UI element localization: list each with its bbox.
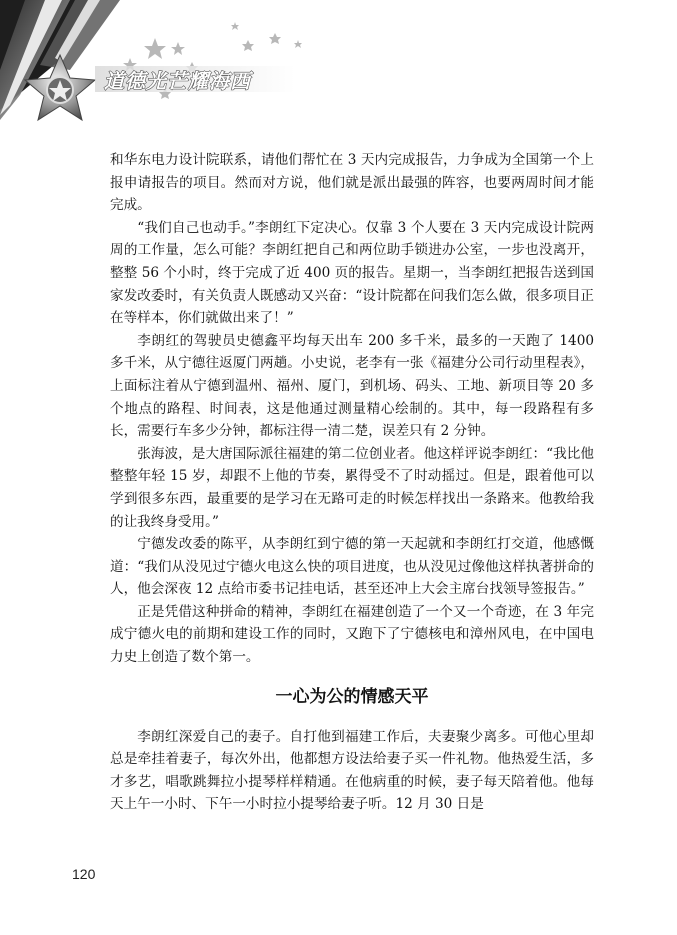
article-body	[110, 149, 594, 816]
section-heading: 一心为公的情感天平	[275, 686, 429, 707]
page-number: 120	[72, 866, 96, 882]
paragraph-2: “我们自己也动手。”李朗红下定决心。仅靠 3 个人要在 3 天内完成设计院两周的工作量，怎么可能？李朗红把自己和两位助手锁进办公室，一步也没离开，整整 56 个小时，终于完成了近 400 页的报告。星期一，当李朗红把报告送到国家发改委时，有关负责人既感动又兴奋：“设计院都在问我们怎么做，很多项目正在等样本，你们就做出来了！”	[110, 219, 594, 327]
paragraph-3: 李朗红的驾驶员史德鑫平均每天出车 200 多千米，最多的一天跑了 1400 多千米，从宁德往返厦门两趟。小史说，老李有一张《福建分公司行动里程表》，上面标注着从宁德到温州、福州、厦门，到机场、码头、工地、新项目等 20 多个地点的路程、时间表，这是他通过测量精心绘制的。其中，每一段路程有多长，需要行车多少分钟，都标注得一清二楚，误差只有 2 分钟。	[110, 332, 594, 440]
paragraph-7: 李朗红深爱自己的妻子。自打他到福建工作后，夫妻聚少离多。可他心里却总是牵挂着妻子，每次外出，他都想方设法给妻子买一件礼物。他热爱生活，多才多艺，唱歌跳舞拉小提琴样样精通。在他病重的时候，妻子每天陪着他。他每天上午一小时、下午一小时拉小提琴给妻子听。12 月 30 日是	[110, 728, 594, 813]
medal-banner-graphic	[0, 0, 330, 130]
paragraph-6: 正是凭借这种拼命的精神，李朗红在福建创造了一个又一个奇迹，在 3 年完成宁德火电的前期和建设工作的同时，又跑下了宁德核电和漳州风电，在中国电力史上创造了数个第一。	[110, 603, 594, 666]
paragraph-4: 张海波，是大唐国际派往福建的第二位创业者。他这样评说李朗红：“我比他整整年轻 15 岁，却跟不上他的节奏，累得受不了时动摇过。但是，跟着他可以学到很多东西，最重要的是学习在无路可走的时候怎样找出一条路来。他教给我的让我终身受用。”	[110, 445, 594, 530]
header-title: 道德光芒耀海西	[104, 69, 251, 93]
page-header-banner	[0, 0, 330, 130]
paragraph-5: 宁德发改委的陈平，从李朗红到宁德的第一天起就和李朗红打交道，他感慨道：“我们从没见过宁德火电这么快的项目进度，也从没见过像他这样执著拼命的人，他会深夜 12 点给市委书记挂电话，甚至还冲上大会主席台找领导签报告。”	[110, 536, 594, 598]
paragraph-1: 和华东电力设计院联系，请他们帮忙在 3 天内完成报告，力争成为全国第一个上报申请报告的项目。然而对方说，他们就是派出最强的阵容，也要两周时间才能完成。	[110, 152, 594, 214]
